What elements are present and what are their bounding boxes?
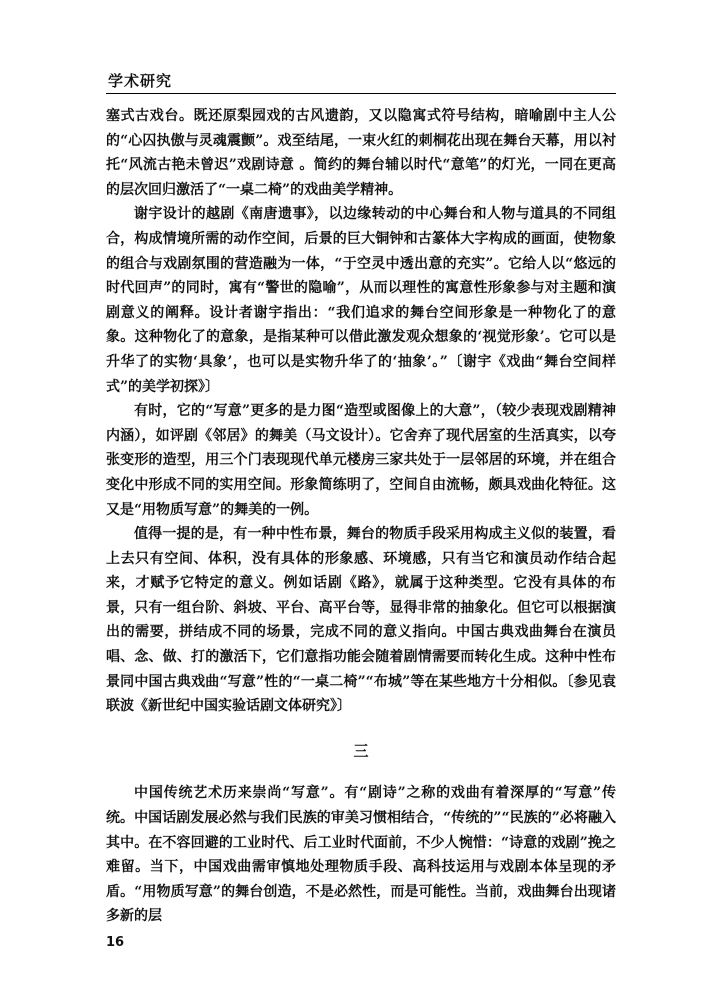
section-number: 三 xyxy=(353,741,369,760)
running-header: 学术研究 xyxy=(108,72,173,90)
header-rule xyxy=(106,93,616,94)
paragraph-3: 有时，它的“写意”更多的是力图“造型或图像上的大意”，（较少表现戏剧精神内涵），如评剧《邻居》的舞美（马文设计）。它舍弃了现代居室的生活真实，以夸张变形的造型，用三个门表现现代单元楼房三家共处于一层邻居的环境，并在组合变化中形成不同的实用空间。形象简练明了，空间自由流畅，颇具戏曲化特征。这又是“用物质写意”的舞美的一例。 xyxy=(106,403,616,518)
paragraph-1: 塞式古戏台。既还原梨园戏的古风遗韵，又以隐寓式符号结构，暗喻剧中主人公的“心囚执傲与灵魂震颤”。戏至结尾，一束火红的刺桐花出现在舞台天幕，用以衬托“风流古艳未曾迟”戏剧诗意 。简约的舞台辅以时代“意笔”的灯光，一同在更高的层次回归激活了“一桌二椅”的戏曲美学精神。 xyxy=(106,108,616,198)
page-number: 16 xyxy=(106,935,125,950)
paragraph-4: 值得一提的是，有一种中性布景，舞台的物质手段采用构成主义似的装置，看上去只有空间、体积，没有具体的形象感、环境感，只有当它和演员动作结合起来，才赋予它特定的意义。例如话剧《路》，就属于这种类型。它没有具体的布景，只有一组台阶、斜坡、平台、高平台等，显得非常的抽象化。但它可以根据演出的需要，拼结成不同的场景，完成不同的意义指向。中国古典戏曲舞台在演员唱、念、做、打的激活下，它们意指功能会随着剧情需要而转化生成。这种中性布景同中国古典戏曲“写意”性的“一桌二椅”“布城”等在某些地方十分相似。〔参见袁联波《新世纪中国实验话剧文体研究》〕 xyxy=(106,526,616,715)
article-body xyxy=(106,104,616,929)
paragraph-2: 谢宇设计的越剧《南唐遗事》，以边缘转动的中心舞台和人物与道具的不同组合，构成情境所需的动作空间，后景的巨大铜钟和古篆体大字构成的画面，使物象的组合与戏剧氛围的营造融为一体，“于空灵中透出意的充实”。它给人以“悠远的时代回声”的同时，寓有“警世的隐喻”，从而以理性的寓意性形象参与对主题和演剧意义的阐释。设计者谢宇指出：“我们追求的舞台空间形象是一种物化了的意象。这种物化了的意象，是指某种可以借此激发观众想象的‘视觉形象’。它可以是升华了的实物‘具象’，也可以是实物升华了的‘抽象’。”〔谢宇《戏曲“舞台空间样式”的美学初探》〕 xyxy=(106,206,616,395)
paragraph-5: 中国传统艺术历来崇尚“写意”。有“剧诗”之称的戏曲有着深厚的“写意”传统。中国话剧发展必然与我们民族的审美习惯相结合，“传统的”“民族的”必将融入其中。在不容回避的工业时代、后工业时代面前，不少人惋惜：“诗意的戏剧”挽之难留。当下，中国戏曲需审慎地处理物质手段、高科技运用与戏剧本体呈现的矛盾。“用物质写意”的舞台创造，不是必然性，而是可能性。当前，戏曲舞台出现诸多新的层 xyxy=(106,785,616,925)
